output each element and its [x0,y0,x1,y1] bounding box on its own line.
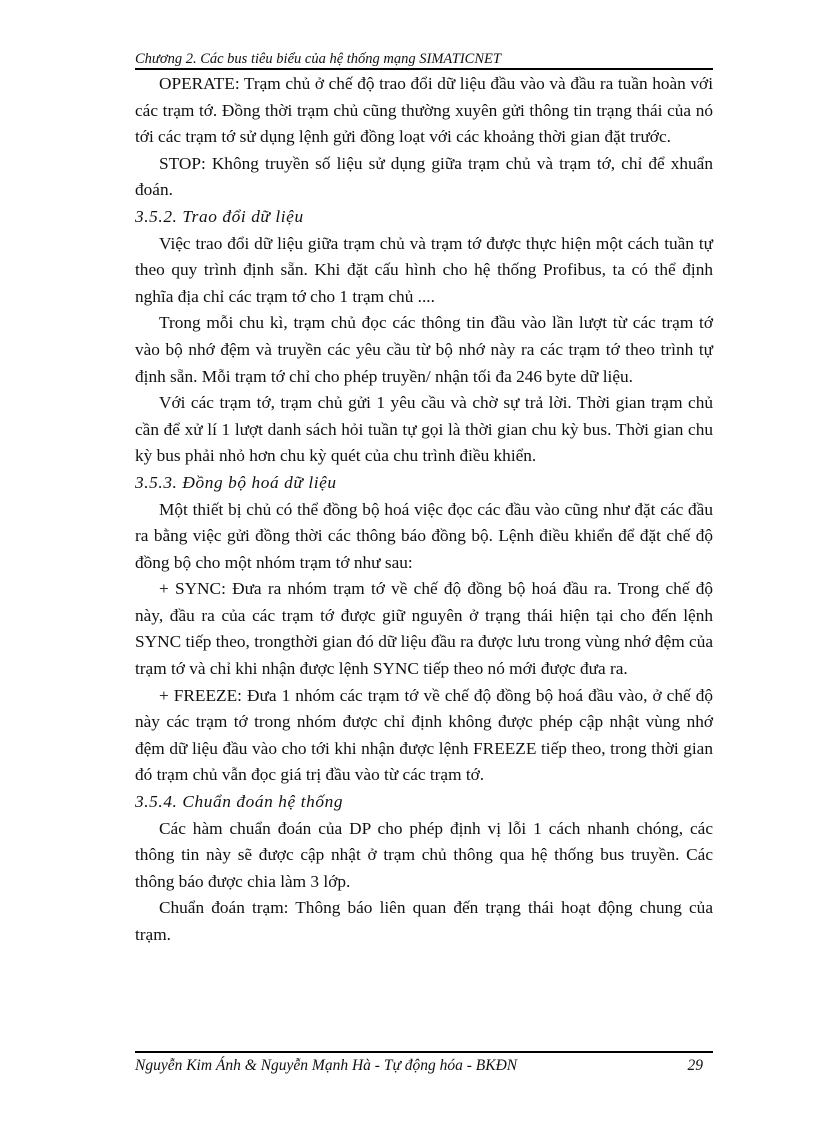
paragraph-station-diagnostics: Chuẩn đoán trạm: Thông báo liên quan đến trạng thái hoạt động chung của trạm. [135,898,713,944]
paragraph-cycle: Trong mỗi chu kì, trạm chủ đọc các thông tin đầu vào lần lượt từ các trạm tớ vào bộ nhớ đệm và truyền các yêu cầu từ bộ nhớ này ra các trạm tớ theo trình tự định sẵn. Mỗi trạm tớ chỉ cho phép truyền/ nhận tối đa 246 byte dữ liệu. [135,313,713,386]
paragraph-sync-intro: Một thiết bị chủ có thể đồng bộ hoá việc đọc các đầu vào cũng như đặt các đầu ra bằng việc gửi đồng thời các thông báo đồng bộ. Lệnh điều khiển để đặt chế độ đồng bộ cho một nhóm trạm tớ như sau: [135,499,713,572]
section-heading-3-5-3: 3.5.3. Đồng bộ hoá dữ liệu [135,472,337,492]
page-body [135,71,713,949]
page-number: 29 [687,1057,703,1074]
paragraph-bus-cycle-time: Với các trạm tớ, trạm chủ gửi 1 yêu cầu và chờ sự trả lời. Thời gian trạm chủ cần để xử lí 1 lượt danh sách hỏi tuần tự gọi là thời gian chu kỳ bus. Thời gian chu kỳ bus phải nhỏ hơn chu kỳ quét của chu trình điều khiển. [135,393,713,466]
paragraph-operate: OPERATE: Trạm chủ ở chế độ trao đổi dữ liệu đầu vào và đầu ra tuần hoàn với các trạm tớ. Đồng thời trạm chủ cũng thường xuyên gửi thông tin trạng thái của nó tới các trạm tớ sử dụng lệnh gửi đồng loạt với các khoảng thời gian đặt trước. [135,74,713,147]
section-heading-3-5-4: 3.5.4. Chuẩn đoán hệ thống [135,792,344,812]
paragraph-data-exchange: Việc trao đổi dữ liệu giữa trạm chủ và trạm tớ được thực hiện một cách tuần tự theo quy trình định sẵn. Khi đặt cấu hình cho hệ thống Profibus, ta có thể định nghĩa địa chỉ các trạm tớ cho 1 trạm chủ .... [135,233,713,306]
footer-divider [135,1051,713,1053]
running-header: Chương 2. Các bus tiêu biểu của hệ thống mạng SIMATICNET [135,51,501,67]
running-footer [135,1056,713,1076]
footer-authors: Nguyễn Kim Ánh & Nguyễn Mạnh Hà - Tự động hóa - BKĐN [135,1057,518,1074]
paragraph-freeze: + FREEZE: Đưa 1 nhóm các trạm tớ về chế độ đồng bộ hoá đầu vào, ở chế độ này các trạm tớ trong nhóm được chỉ định không được phép cập nhật vùng nhớ đệm dữ liệu đầu vào cho tới khi nhận được lệnh FREEZE tiếp theo, trong thời gian đó trạm chủ vẫn đọc giá trị đầu vào từ các trạm tớ. [135,685,713,785]
paragraph-stop: STOP: Không truyền số liệu sử dụng giữa trạm chủ và trạm tớ, chỉ để xhuẩn đoán. [135,153,713,200]
section-heading-3-5-2: 3.5.2. Trao đổi dữ liệu [135,206,304,226]
paragraph-diagnostics: Các hàm chuẩn đoán của DP cho phép định vị lỗi 1 cách nhanh chóng, các thông tin này sẽ được cập nhật ở trạm chủ thông qua hệ thống bus truyền. Các thông báo được chia làm 3 lớp. [135,818,713,891]
paragraph-sync: + SYNC: Đưa ra nhóm trạm tớ về chế độ đồng bộ hoá đầu ra. Trong chế độ này, đầu ra của các trạm tớ được giữ nguyên ở trạng thái hiện tại cho đến lệnh SYNC tiếp theo, trongthời gian đó dữ liệu đầu ra được lưu trong vùng nhớ đệm của trạm tớ và chỉ khi nhận được lệnh SYNC tiếp theo nó mới được đưa ra. [135,579,713,679]
header-divider [135,68,713,70]
